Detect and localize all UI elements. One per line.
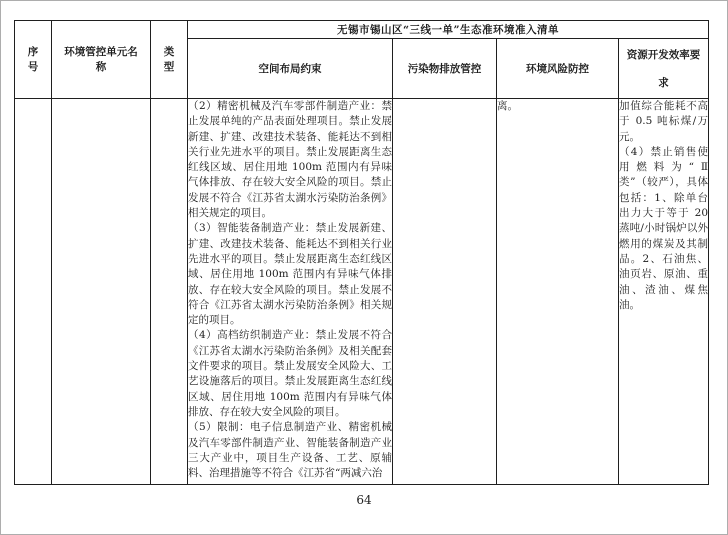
col-header-index: 序号 xyxy=(15,21,52,99)
cell-pollutant-control xyxy=(393,99,497,485)
cell-unit-name xyxy=(52,99,151,485)
col-header-resource: 资源开发效率要求 xyxy=(619,39,709,99)
col-header-spatial: 空间布局约束 xyxy=(188,39,393,99)
page-number: 64 xyxy=(356,493,372,507)
table-row xyxy=(15,99,709,485)
col-header-type: 类型 xyxy=(151,21,188,99)
access-list-table xyxy=(14,20,709,485)
cell-index xyxy=(15,99,52,485)
cell-spatial-constraints: （2）精密机械及汽车零部件制造产业：禁止发展单纯的产品表面处理项目。禁止发展新建、扩建、改建技术装备、能耗达不到相关行业先进水平的项目。禁止发展距离生态红线区域、居住用地 100m 范围内有异味气体排放、存在较大安全风险的项目。禁止发展不符合《江苏省太湖水污染防治条例》相关规定的项目。 （3）智能装备制造产业：禁止发展新建、扩建、改建技术装备、能耗达不到相关行业先进水平的项目。禁止发展距离生态红线区域、居住用地 100m 范围内有异味气体排放、存在较大安全风险的项目。禁止发展不符合《江苏省太湖水污染防治条例》相关规定的项目。 （4）高档纺织制造产业：禁止发展不符合《江苏省太湖水污染防治条例》及相关配套文件要求的项目。禁止发展安全风险大、工艺设施落后的项目。禁止发展距离生态红线区域、居住用地 100m 范围内有异味气体排放、存在较大安全风险的项目。 （5）限制：电子信息制造产业、精密机械及汽车零部件制造产业、智能装备制造产业三大产业中，项目生产设备、工艺、原辅料、治理措施等不符合《江苏省“两减六治 xyxy=(188,99,393,485)
table-span-title: 无锡市锡山区“三线一单”生态准环境准入清单 xyxy=(188,21,709,39)
cell-resource-efficiency: 加值综合能耗不高于 0.5 吨标煤/万元。 （4）禁止销售使用燃料为“Ⅱ类”（较严），具体包括：1、除单台出力大于等于 20 蒸吨/小时锅炉以外燃用的煤炭及其制品。2、石油焦、油页岩、原油、重油、渣油、煤焦油。 xyxy=(619,99,709,485)
cell-risk-prevention: 离。 xyxy=(497,99,619,485)
col-header-risk: 环境风险防控 xyxy=(497,39,619,99)
cell-type xyxy=(151,99,188,485)
col-header-pollutant: 污染物排放管控 xyxy=(393,39,497,99)
col-header-unit-name: 环境管控单元名称 xyxy=(52,21,151,99)
